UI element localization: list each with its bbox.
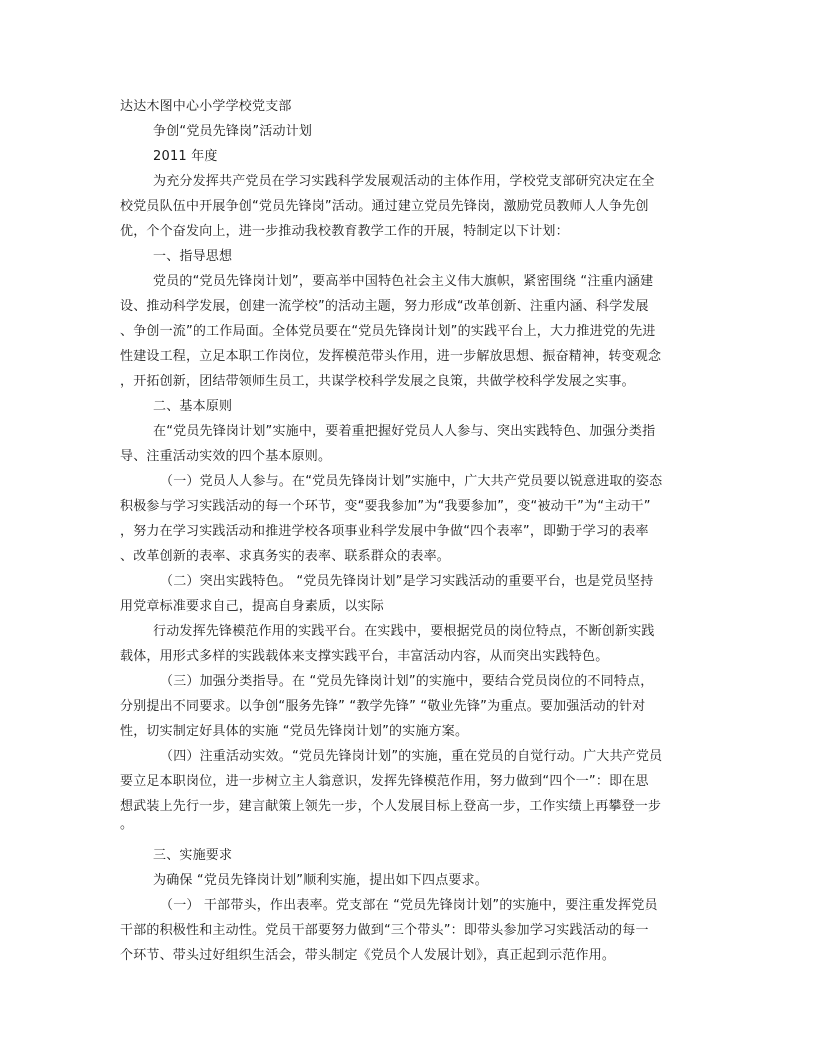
requirements-line-1: 为确保 “党员先锋岗计划”顺利实施，提出如下四点要求。 bbox=[153, 873, 489, 888]
section-heading-requirements: 三、实施要求 bbox=[153, 848, 233, 863]
year-line: 2011 年度 bbox=[153, 149, 218, 164]
principle-1-line-2: 积极参与学习实践活动的每一个环节，变“要我参加”为“我要参加”，变“被动干”为“主动干” bbox=[120, 499, 651, 514]
document-title: 争创“党员先锋岗”活动计划 bbox=[153, 124, 313, 139]
requirement-1-line-3: 个环节、带头过好组织生活会，带头制定《党员个人发展计划》，真正起到示范作用。 bbox=[120, 948, 616, 963]
guiding-line-5: ，开拓创新，团结带领师生员工，共谋学校科学发展之良策，共做学校科学发展之实事。 bbox=[120, 374, 635, 389]
section-heading-principles: 二、基本原则 bbox=[153, 399, 233, 414]
school-name-line: 达达木图中心小学学校党支部 bbox=[120, 99, 292, 114]
principles-line-1: 在“党员先锋岗计划”实施中，要着重把握好党员人人参与、突出实践特色、加强分类指 bbox=[153, 424, 656, 439]
intro-line-1: 为充分发挥共产党员在学习实践科学发展观活动的主体作用，学校党支部研究决定在全 bbox=[153, 174, 655, 189]
guiding-line-1: 党员的“党员先锋岗计划”，要高举中国特色社会主义伟大旗帜，紧密围绕 “注重内涵建 bbox=[153, 274, 654, 289]
guiding-line-3: 、争创一流”的工作局面。全体党员要在“党员先锋岗计划”的实践平台上，大力推进党的先进 bbox=[120, 324, 656, 339]
principle-4-line-3: 想武装上先行一步，建言献策上领先一步，个人发展目标上登高一步，工作实绩上再攀登一步 bbox=[120, 799, 662, 814]
section-heading-guiding: 一、指导思想 bbox=[153, 249, 233, 264]
principle-3-line-3: 性，切实制定好具体的实施 “党员先锋岗计划”的实施方案。 bbox=[120, 724, 469, 739]
principle-2-line-4: 载体，用形式多样的实践载体来支撑实践平台，丰富活动内容，从而突出实践特色。 bbox=[120, 649, 609, 664]
principle-3-line-2: 分别提出不同要求。以争创“服务先锋” “教学先锋” “敬业先锋”为重点。要加强活动的针对 bbox=[120, 699, 646, 714]
principle-4-line-4: 。 bbox=[120, 817, 134, 832]
principle-2-line-2: 用党章标准要求自己，提高自身素质，以实际 bbox=[120, 599, 385, 614]
principle-4-line-2: 要立足本职岗位，进一步树立主人翁意识，发挥先锋模范作用，努力做到“四个一”：即在思 bbox=[120, 774, 649, 789]
principle-2-line-3: 行动发挥先锋模范作用的实践平台。在实践中，要根据党员的岗位特点，不断创新实践 bbox=[153, 624, 655, 639]
guiding-line-2: 设、推动科学发展，创建一流学校”的活动主题，努力形成“改革创新、注重内涵、科学发展 bbox=[120, 299, 649, 314]
principle-1-line-3: ，努力在学习实践活动和推进学校各项事业科学发展中争做“四个表率”，即勤于学习的表率 bbox=[120, 524, 649, 539]
intro-line-3: 优，个个奋发向上，进一步推动我校教育教学工作的开展，特制定以下计划： bbox=[120, 224, 569, 239]
requirement-1-line-2: 干部的积极性和主动性。党员干部要努力做到“三个带头”：即带头参加学习实践活动的每一 bbox=[120, 923, 649, 938]
principle-2-line-1: （二）突出实践特色。 “党员先锋岗计划”是学习实践活动的重要平台，也是党员坚持 bbox=[160, 574, 654, 589]
principle-4-line-1: （四）注重活动实效。“党员先锋岗计划”的实施，重在党员的自觉行动。广大共产党员 bbox=[160, 749, 663, 764]
intro-line-2: 校党员队伍中开展争创“党员先锋岗”活动。通过建立党员先锋岗，激励党员教师人人争先创 bbox=[120, 199, 649, 214]
principle-1-line-4: 、改革创新的表率、求真务实的表率、联系群众的表率。 bbox=[120, 549, 451, 564]
principle-1-line-1: （一）党员人人参与。在“党员先锋岗计划”实施中，广大共产党员要以锐意进取的姿态 bbox=[160, 474, 663, 489]
principle-3-line-1: （三）加强分类指导。在 “党员先锋岗计划”的实施中，要结合党员岗位的不同特点， bbox=[160, 674, 654, 689]
principles-line-2: 导、注重活动实效的四个基本原则。 bbox=[120, 449, 332, 464]
requirement-1-line-1: （一） 干部带头，作出表率。党支部在 “党员先锋岗计划”的实施中，要注重发挥党员 bbox=[160, 898, 658, 913]
guiding-line-4: 性建设工程，立足本职工作岗位，发挥模范带头作用，进一步解放思想、振奋精神，转变观念 bbox=[120, 349, 662, 364]
